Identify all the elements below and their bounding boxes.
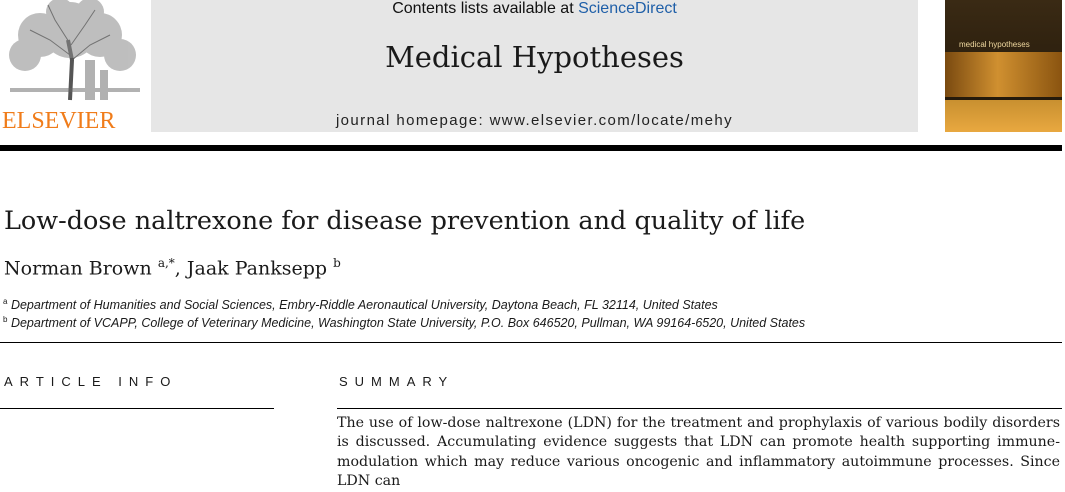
affiliation-mark: a bbox=[3, 297, 8, 306]
author-affiliation-mark[interactable]: b bbox=[333, 256, 341, 270]
article-info-heading: ARTICLE INFO bbox=[4, 374, 178, 389]
publisher-wordmark: ELSEVIER bbox=[2, 108, 116, 134]
section-divider bbox=[0, 342, 1062, 343]
author-name[interactable]: Norman Brown bbox=[4, 257, 152, 280]
affiliation-b bbox=[3, 315, 805, 330]
article-title: Low-dose naltrexone for disease prevention and quality of life bbox=[4, 206, 806, 236]
affiliation-a bbox=[3, 297, 718, 312]
summary-rule bbox=[337, 408, 1062, 409]
affiliation-text: Department of VCAPP, College of Veterinary Medicine, Washington State University, P.O. Box 646520, Pullman, WA 99164-6520, United States bbox=[10, 316, 806, 331]
contents-line bbox=[151, 0, 918, 18]
summary-heading: SUMMARY bbox=[339, 374, 455, 389]
journal-cover[interactable] bbox=[945, 0, 1062, 132]
cover-art-lower bbox=[945, 100, 1062, 132]
summary-paragraph: The use of low-dose naltrexone (LDN) for the treatment and prophylaxis of various bodily disorders is discussed. Accumulating evidence suggests that LDN can promote health supporting immune-modulation which may reduce various oncogenic and inflammatory autoimmune processes. Since LDN can bbox=[337, 415, 1060, 490]
contents-prefix: Contents lists available at bbox=[392, 0, 579, 17]
sciencedirect-link[interactable]: ScienceDirect bbox=[578, 0, 677, 17]
journal-banner bbox=[151, 0, 918, 132]
article-info-rule bbox=[0, 408, 274, 409]
cover-title: medical hypotheses bbox=[959, 40, 1030, 49]
cover-art bbox=[945, 52, 1062, 97]
journal-title[interactable]: Medical Hypotheses bbox=[385, 40, 684, 74]
affiliation-mark: b bbox=[3, 315, 8, 324]
affiliation-text: Department of Humanities and Social Sciences, Embry-Riddle Aeronautical University, Daytona Beach, FL 32114, United States bbox=[10, 298, 718, 313]
publisher-logo[interactable] bbox=[0, 0, 150, 134]
author-list bbox=[4, 256, 341, 279]
author-separator: , bbox=[174, 257, 187, 280]
journal-homepage-link[interactable]: journal homepage: www.elsevier.com/locate/mehy bbox=[335, 112, 734, 129]
header-divider bbox=[0, 145, 1062, 151]
author-affiliation-mark[interactable]: a,* bbox=[157, 256, 175, 270]
tree-icon bbox=[0, 0, 150, 108]
author-name[interactable]: Jaak Panksepp bbox=[186, 257, 328, 280]
